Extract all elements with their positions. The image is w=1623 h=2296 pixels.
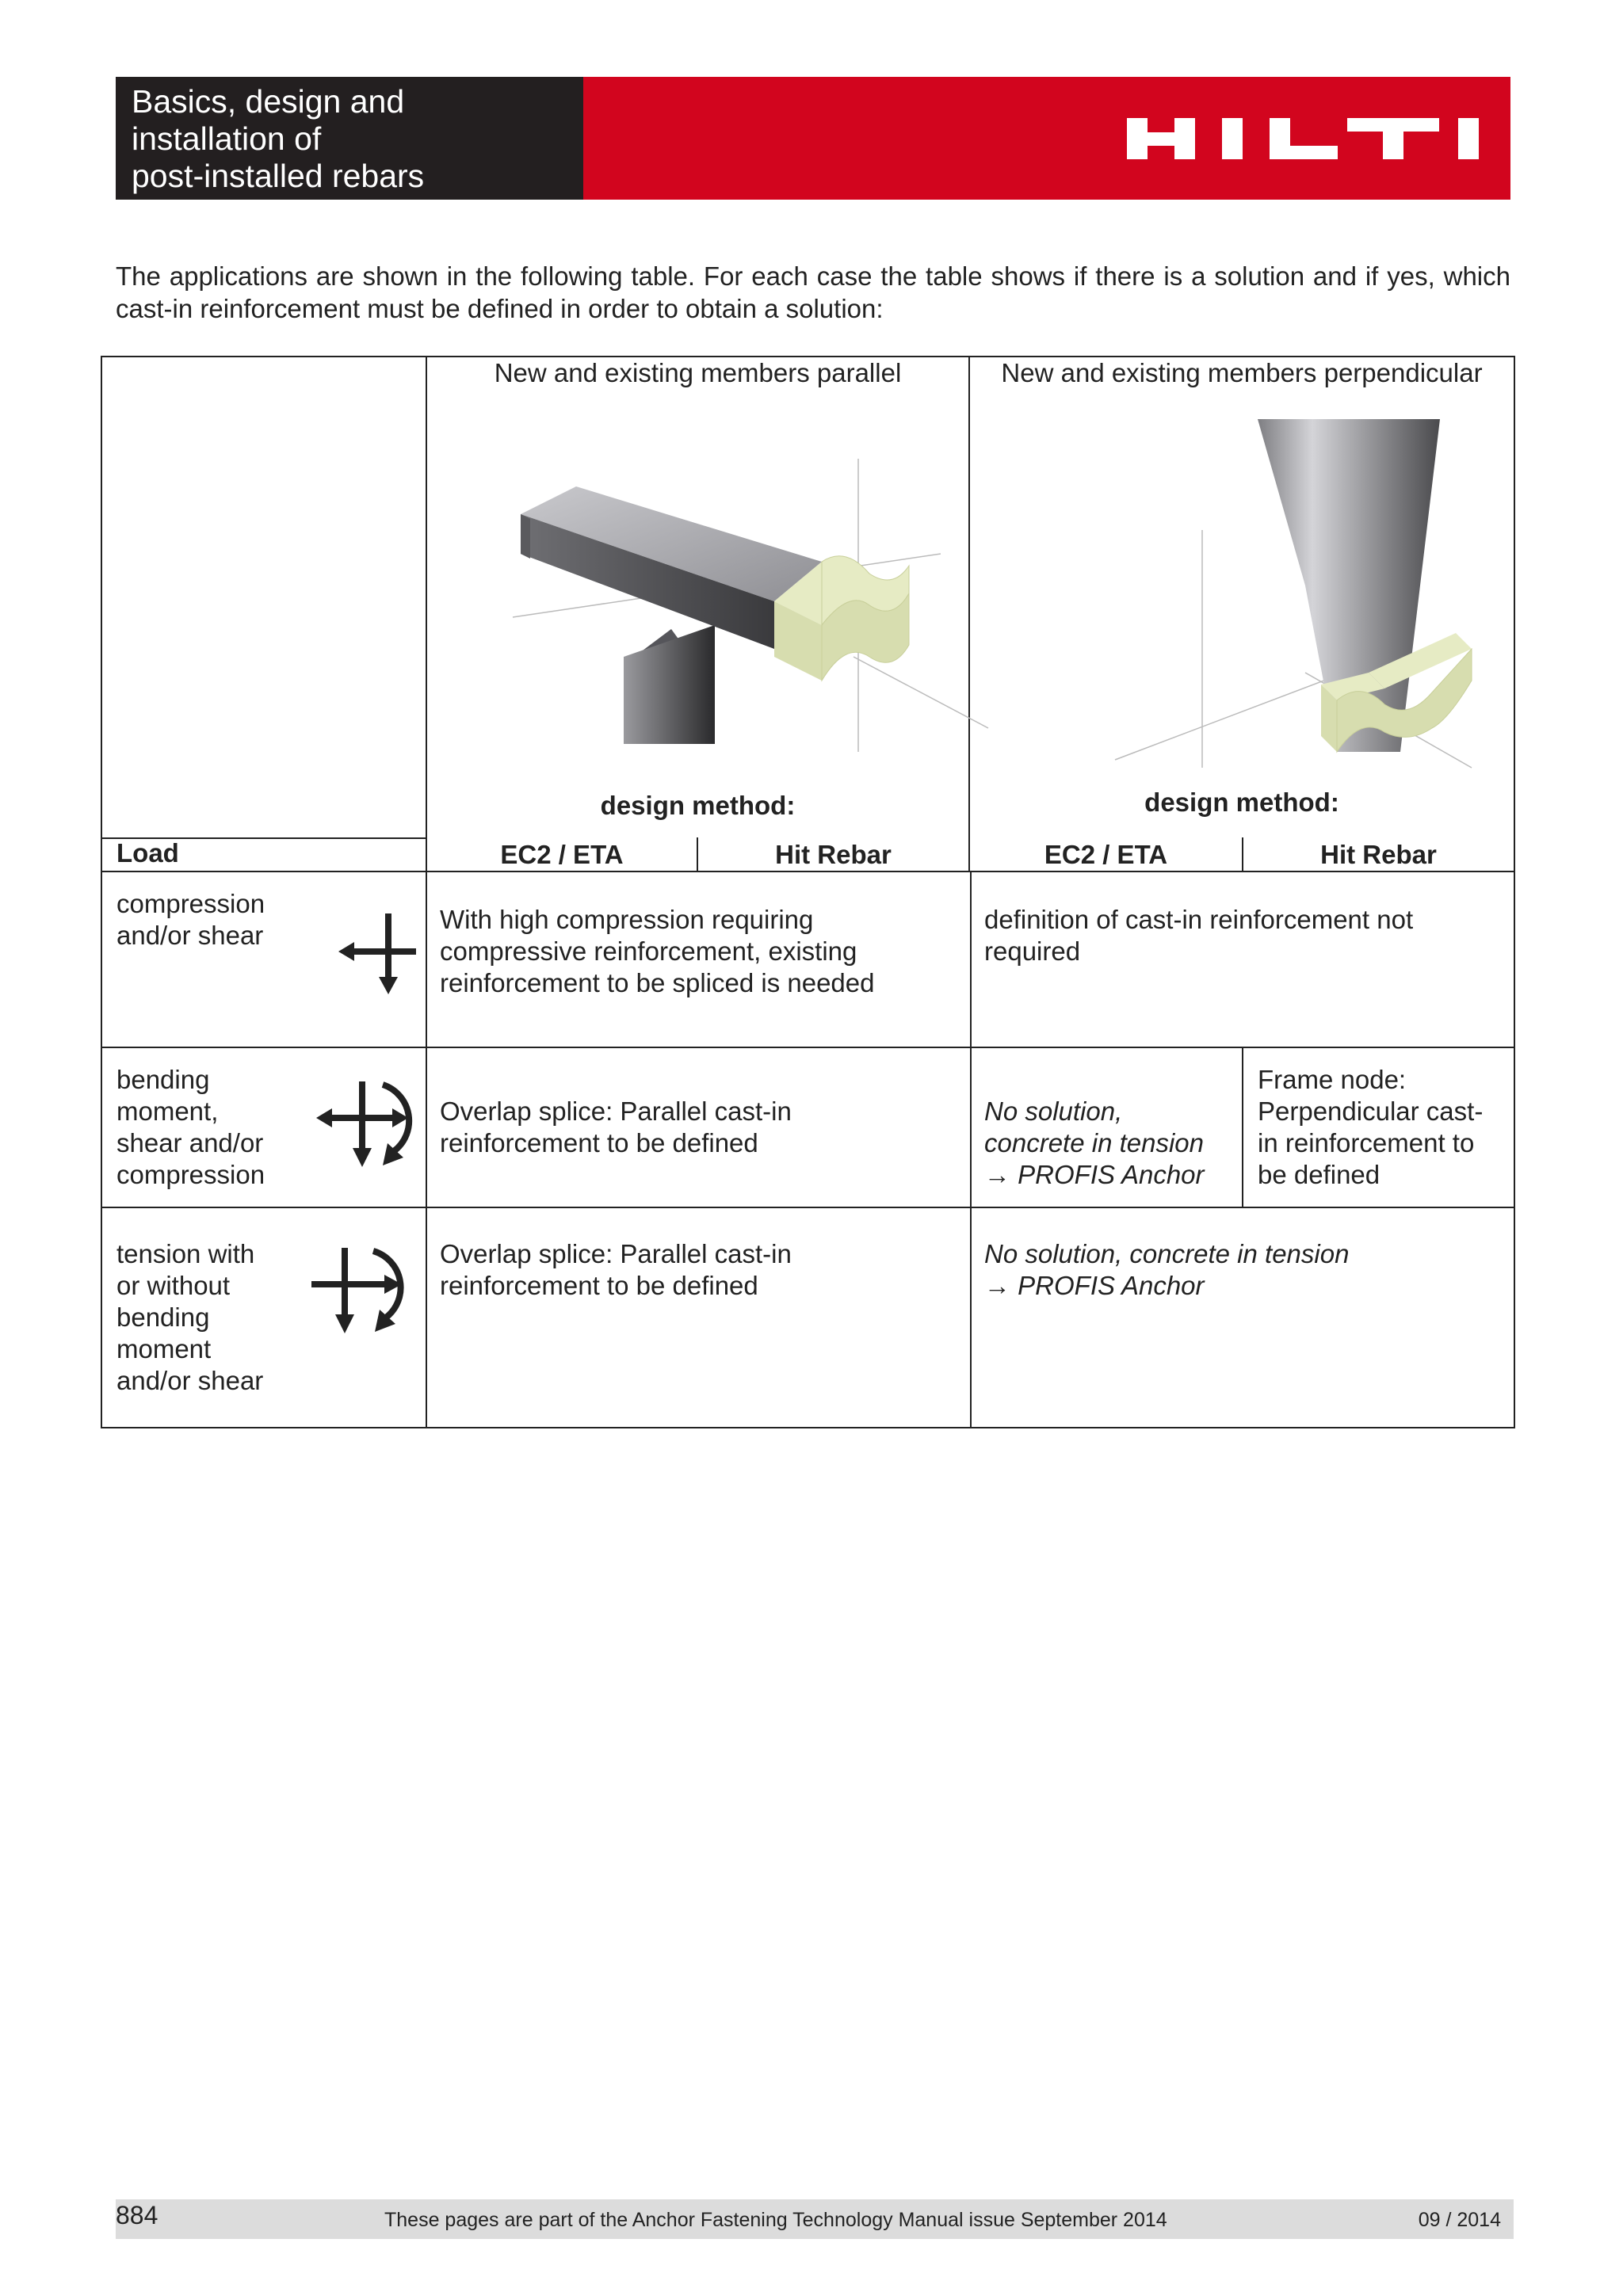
- cell-line: compressive reinforcement, existing: [440, 936, 857, 966]
- cell-line: definition of cast-in reinforcement not: [984, 905, 1414, 934]
- method-ec2-label: EC2 / ETA: [500, 840, 624, 869]
- parallel-cell: [440, 904, 875, 999]
- cell-line: reinforcement to be defined: [440, 1271, 758, 1300]
- cell-line: Perpendicular cast-: [1258, 1097, 1484, 1126]
- table-border-left: [101, 356, 102, 1428]
- load-line: compression: [116, 889, 265, 918]
- perpendicular-ec2-cell: [984, 1096, 1205, 1191]
- load-line: bending: [116, 1302, 210, 1332]
- parallel-cell: [440, 1238, 792, 1302]
- design-method-label: design method:: [1144, 788, 1339, 817]
- cell-line: be defined: [1258, 1160, 1381, 1189]
- header-title-line: Basics, design and: [132, 83, 405, 120]
- design-method-label: design method:: [600, 791, 796, 820]
- perpendicular-hit-cell: [1258, 1064, 1483, 1191]
- page-number: 884: [116, 2201, 158, 2229]
- col-separator: [426, 356, 427, 1428]
- load-line: and/or shear: [116, 921, 264, 950]
- load-line: tension with: [116, 1239, 255, 1268]
- tension-bending-icon: [308, 1245, 419, 1340]
- cell-line: Overlap splice: Parallel cast-in: [440, 1239, 792, 1268]
- table-border-bottom: [101, 1427, 1515, 1428]
- row-separator: [1242, 1047, 1243, 1208]
- cell-line: No solution, concrete in tension: [984, 1239, 1350, 1268]
- perpendicular-cell: [984, 1238, 1349, 1302]
- hilti-logo: [1127, 116, 1484, 161]
- load-line: and/or shear: [116, 1366, 264, 1395]
- load-cell: [116, 1238, 263, 1397]
- cell-line: concrete in tension: [984, 1128, 1205, 1158]
- intro-paragraph: The applications are shown in the following table. For each case the table shows if there is a solution and if yes, which cast-in reinforcement must be defined in order to obtain a solution:: [116, 261, 1510, 323]
- row-separator: [101, 1207, 1515, 1208]
- page-header: [116, 77, 1510, 200]
- header-title: [116, 77, 583, 200]
- load-line: compression: [116, 1160, 265, 1189]
- parallel-cell: [440, 1096, 792, 1159]
- compression-shear-icon: [337, 910, 424, 997]
- bending-moment-icon: [315, 1078, 426, 1173]
- parallel-heading: New and existing members parallel: [494, 358, 902, 387]
- row-separator: [101, 871, 1515, 872]
- header-brand-bar: [583, 77, 1510, 200]
- perpendicular-members-illustration: [1099, 419, 1495, 784]
- cell-line: required: [984, 936, 1081, 966]
- method-hit-label: Hit Rebar: [775, 840, 892, 869]
- page-footer: [116, 2199, 1514, 2239]
- method-ec2-label: EC2 / ETA: [1044, 840, 1168, 869]
- cell-line: Frame node:: [1258, 1065, 1407, 1094]
- header-title-line: post-installed rebars: [132, 158, 425, 194]
- footer-note: These pages are part of the Anchor Fastening Technology Manual issue September 2014: [384, 2209, 1167, 2231]
- cell-line: reinforcement to be defined: [440, 1128, 758, 1158]
- load-line: moment: [116, 1334, 212, 1363]
- application-table: [101, 356, 1515, 1428]
- header-title-line: installation of: [132, 120, 322, 157]
- parallel-members-illustration: [497, 411, 1004, 776]
- perpendicular-cell: [984, 904, 1413, 967]
- perpendicular-heading: New and existing members perpendicular: [1001, 358, 1483, 387]
- cell-line: in reinforcement to: [1258, 1128, 1475, 1158]
- load-heading: Load: [116, 838, 179, 868]
- load-line: or without: [116, 1271, 231, 1300]
- cell-line: No solution,: [984, 1097, 1123, 1126]
- cell-line: → PROFIS Anchor: [984, 1160, 1205, 1189]
- cell-line: Overlap splice: Parallel cast-in: [440, 1097, 792, 1126]
- footer-date: 09 / 2014: [1418, 2209, 1501, 2231]
- cell-line: → PROFIS Anchor: [984, 1271, 1205, 1300]
- col-separator: [970, 871, 972, 1428]
- cell-line: reinforcement to be spliced is needed: [440, 968, 875, 997]
- table-border-right: [1514, 356, 1515, 1428]
- load-line: moment,: [116, 1097, 219, 1126]
- row-separator: [101, 1047, 1515, 1048]
- load-cell: [116, 1064, 265, 1191]
- load-line: bending: [116, 1065, 210, 1094]
- load-cell: [116, 888, 265, 952]
- method-hit-label: Hit Rebar: [1320, 840, 1437, 869]
- load-line: shear and/or: [116, 1128, 264, 1158]
- cell-line: With high compression requiring: [440, 905, 814, 934]
